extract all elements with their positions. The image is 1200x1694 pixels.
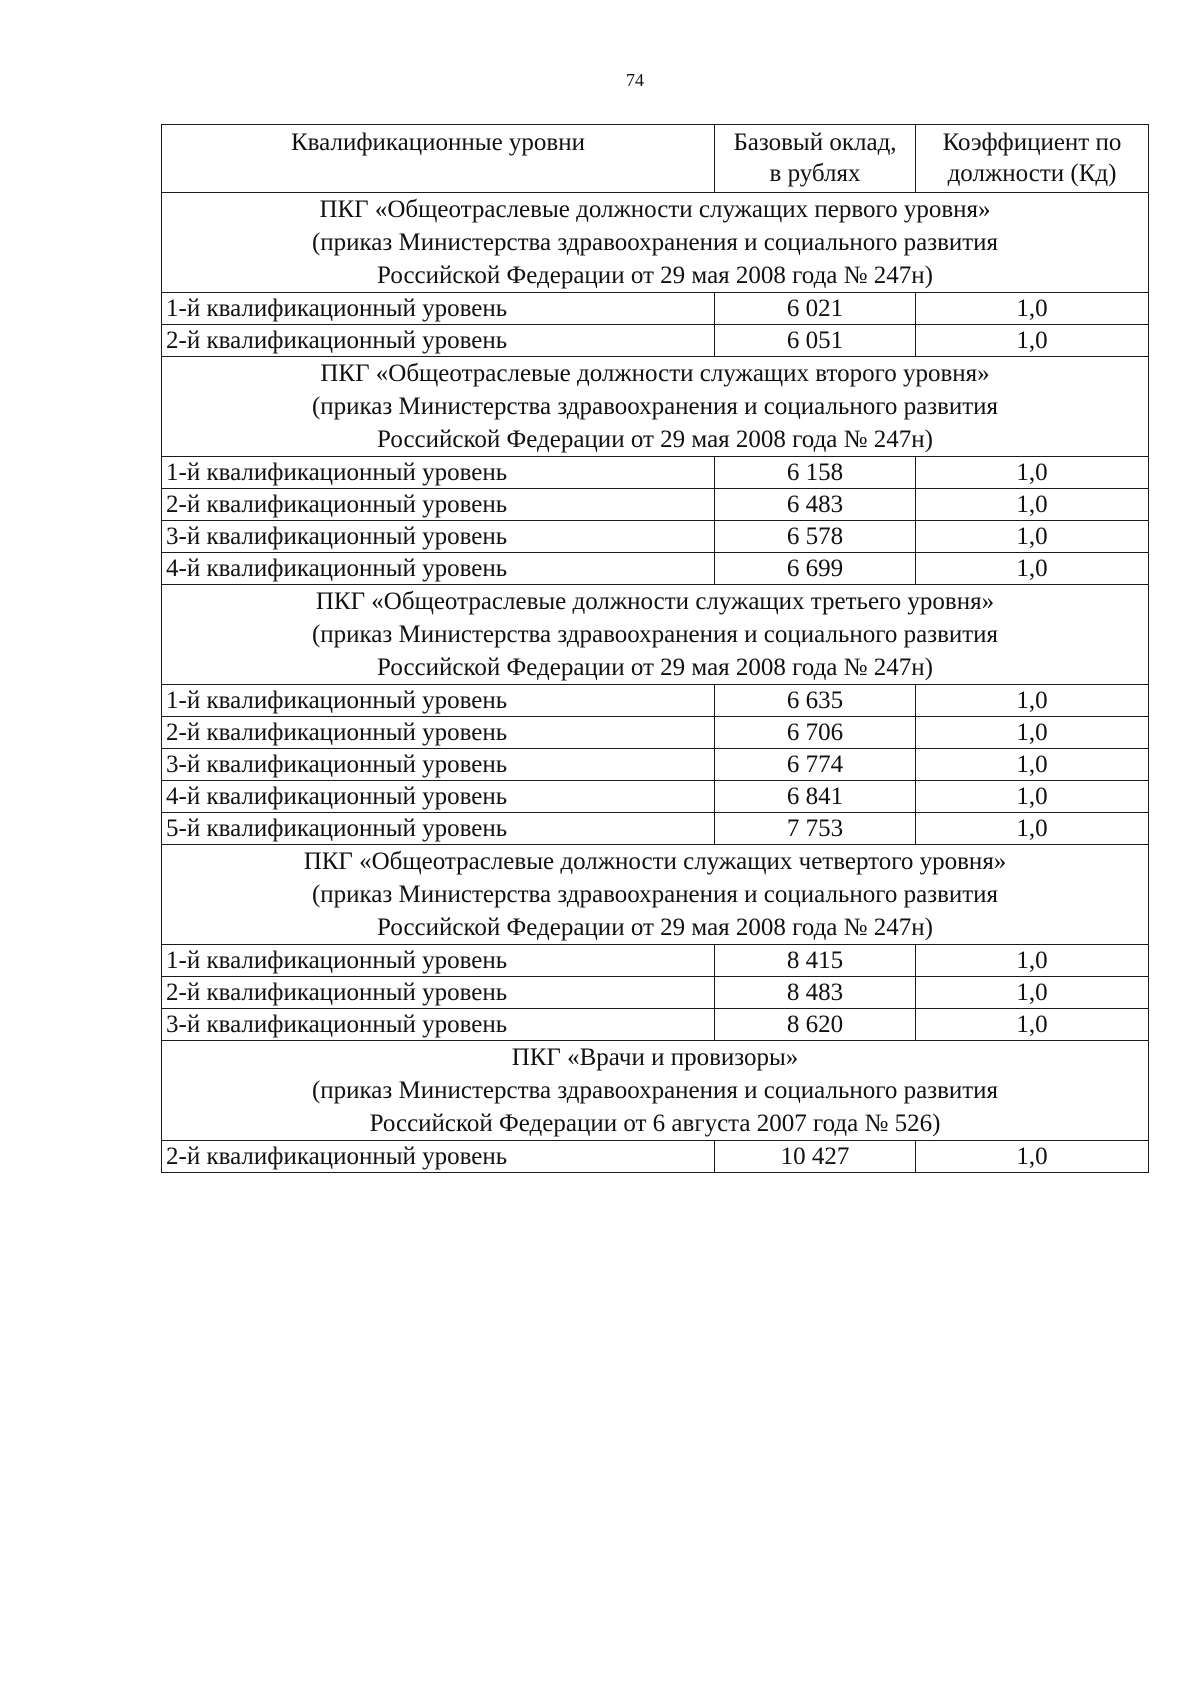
table-row	[162, 457, 1149, 489]
qualification-level-cell: 3-й квалификационный уровень	[162, 521, 715, 553]
table-row	[162, 781, 1149, 813]
qualification-level-cell: 1-й квалификационный уровень	[162, 293, 715, 325]
qualification-level-cell: 1-й квалификационный уровень	[162, 457, 715, 489]
qualification-level-cell: 1-й квалификационный уровень	[162, 685, 715, 717]
header-base-salary	[715, 125, 916, 193]
group-header-cell	[162, 1041, 1149, 1141]
salary-table	[161, 124, 1149, 1173]
qualification-level-cell: 5-й квалификационный уровень	[162, 813, 715, 845]
base-salary-cell: 8 415	[715, 945, 916, 977]
group-order-line1: (приказ Министерства здравоохранения и социального развития	[311, 393, 999, 420]
coefficient-cell: 1,0	[916, 1141, 1149, 1173]
table-row	[162, 977, 1149, 1009]
coefficient-cell: 1,0	[916, 781, 1149, 813]
base-salary-cell: 6 483	[715, 489, 916, 521]
salary-table-body	[162, 125, 1149, 1173]
base-salary-cell: 6 841	[715, 781, 916, 813]
coefficient-cell: 1,0	[916, 749, 1149, 781]
group-title: ПКГ «Общеотраслевые должности служащих третьего уровня»	[315, 588, 995, 615]
header-base-salary-line1: Базовый оклад,	[733, 129, 897, 156]
table-row	[162, 489, 1149, 521]
group-header-row	[162, 193, 1149, 293]
table-row	[162, 553, 1149, 585]
base-salary-cell: 6 051	[715, 325, 916, 357]
qualification-level-cell: 1-й квалификационный уровень	[162, 945, 715, 977]
group-header-row	[162, 585, 1149, 685]
table-row	[162, 813, 1149, 845]
qualification-level-cell: 3-й квалификационный уровень	[162, 749, 715, 781]
base-salary-cell: 8 483	[715, 977, 916, 1009]
group-order-line1: (приказ Министерства здравоохранения и социального развития	[311, 229, 999, 256]
qualification-level-cell: 4-й квалификационный уровень	[162, 553, 715, 585]
group-order-line2: Российской Федерации от 29 мая 2008 года № 247н)	[377, 914, 933, 941]
table-header-row	[162, 125, 1149, 193]
group-header-cell	[162, 357, 1149, 457]
coefficient-cell: 1,0	[916, 1009, 1149, 1041]
qualification-level-cell: 4-й квалификационный уровень	[162, 781, 715, 813]
coefficient-cell: 1,0	[916, 489, 1149, 521]
header-position-coefficient-line1: Коэффициент по	[942, 129, 1122, 156]
header-position-coefficient-line2: должности (Кд)	[947, 160, 1117, 187]
group-title: ПКГ «Общеотраслевые должности служащих второго уровня»	[320, 360, 990, 387]
page-number: 74	[626, 70, 644, 90]
group-order-line1: (приказ Министерства здравоохранения и социального развития	[311, 1077, 999, 1104]
base-salary-cell: 6 699	[715, 553, 916, 585]
coefficient-cell: 1,0	[916, 945, 1149, 977]
group-header-row	[162, 845, 1149, 945]
group-order-line2: Российской Федерации от 29 мая 2008 года № 247н)	[377, 262, 933, 289]
group-title: ПКГ «Врачи и провизоры»	[511, 1044, 799, 1071]
group-title: ПКГ «Общеотраслевые должности служащих четвертого уровня»	[303, 848, 1007, 875]
header-qualification-levels-label: Квалификационные уровни	[291, 129, 585, 156]
group-header-cell	[162, 193, 1149, 293]
qualification-level-cell: 2-й квалификационный уровень	[162, 717, 715, 749]
base-salary-cell: 6 774	[715, 749, 916, 781]
coefficient-cell: 1,0	[916, 685, 1149, 717]
coefficient-cell: 1,0	[916, 457, 1149, 489]
base-salary-cell: 8 620	[715, 1009, 916, 1041]
header-position-coefficient	[916, 125, 1149, 193]
table-row	[162, 1141, 1149, 1173]
coefficient-cell: 1,0	[916, 521, 1149, 553]
group-order-line2: Российской Федерации от 6 августа 2007 года № 526)	[369, 1110, 941, 1137]
qualification-level-cell: 2-й квалификационный уровень	[162, 977, 715, 1009]
coefficient-cell: 1,0	[916, 717, 1149, 749]
table-row	[162, 749, 1149, 781]
table-row	[162, 717, 1149, 749]
group-order-line2: Российской Федерации от 29 мая 2008 года № 247н)	[377, 426, 933, 453]
coefficient-cell: 1,0	[916, 293, 1149, 325]
group-order-line1: (приказ Министерства здравоохранения и социального развития	[311, 881, 999, 908]
table-row	[162, 945, 1149, 977]
coefficient-cell: 1,0	[916, 553, 1149, 585]
group-title: ПКГ «Общеотраслевые должности служащих первого уровня»	[319, 196, 991, 223]
coefficient-cell: 1,0	[916, 977, 1149, 1009]
base-salary-cell: 7 753	[715, 813, 916, 845]
group-order-line2: Российской Федерации от 29 мая 2008 года № 247н)	[377, 654, 933, 681]
group-header-cell	[162, 585, 1149, 685]
group-header-row	[162, 357, 1149, 457]
table-row	[162, 325, 1149, 357]
header-qualification-levels	[162, 125, 715, 193]
coefficient-cell: 1,0	[916, 813, 1149, 845]
header-base-salary-line2: в рублях	[769, 160, 861, 187]
table-row	[162, 293, 1149, 325]
group-header-row	[162, 1041, 1149, 1141]
base-salary-cell: 6 158	[715, 457, 916, 489]
qualification-level-cell: 2-й квалификационный уровень	[162, 325, 715, 357]
table-row	[162, 1009, 1149, 1041]
base-salary-cell: 6 706	[715, 717, 916, 749]
base-salary-cell: 6 578	[715, 521, 916, 553]
base-salary-cell: 6 635	[715, 685, 916, 717]
qualification-level-cell: 2-й квалификационный уровень	[162, 489, 715, 521]
base-salary-cell: 6 021	[715, 293, 916, 325]
coefficient-cell: 1,0	[916, 325, 1149, 357]
table-row	[162, 685, 1149, 717]
table-row	[162, 521, 1149, 553]
group-order-line1: (приказ Министерства здравоохранения и социального развития	[311, 621, 999, 648]
group-header-cell	[162, 845, 1149, 945]
base-salary-cell: 10 427	[715, 1141, 916, 1173]
qualification-level-cell: 2-й квалификационный уровень	[162, 1141, 715, 1173]
qualification-level-cell: 3-й квалификационный уровень	[162, 1009, 715, 1041]
